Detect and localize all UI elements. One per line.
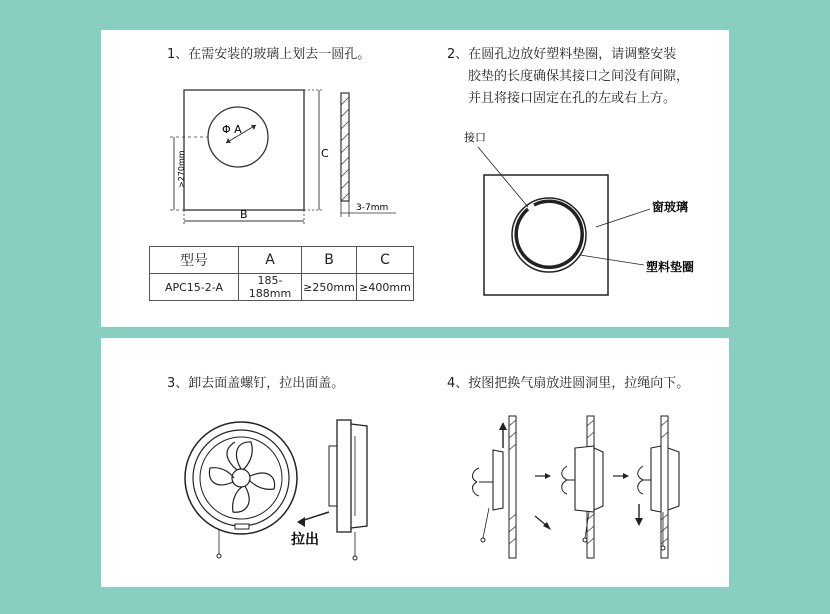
spec-table-header xyxy=(150,247,414,274)
header-a: A xyxy=(239,247,302,274)
glass-hole-diagram xyxy=(156,85,426,235)
remove-cover-diagram xyxy=(179,416,409,566)
dim-c-label: C xyxy=(321,147,329,160)
table-row xyxy=(150,274,414,301)
step-2-line-2: 胶垫的长度确保其接口之间没有间隙， xyxy=(468,69,690,84)
dim-270-label: >270mm xyxy=(177,150,186,188)
hole-diameter-label: Φ A xyxy=(222,123,242,136)
spec-table xyxy=(149,246,414,301)
step-2-line-3: 并且将接口固定在孔的左或右上方。 xyxy=(468,91,677,106)
cell-c: ≥400mm xyxy=(357,274,414,301)
bottom-panel xyxy=(101,338,729,587)
header-c: C xyxy=(357,247,414,274)
joint-label: 接口 xyxy=(464,131,486,144)
top-panel xyxy=(101,30,729,327)
step-4-text: 4、按图把换气扇放进圆洞里，拉绳向下。 xyxy=(447,376,690,391)
header-model: 型号 xyxy=(150,247,239,274)
step-3-text: 3、卸去面盖螺钉，拉出面盖。 xyxy=(167,376,345,391)
gasket-diagram xyxy=(456,125,706,300)
step-1-text: 1、在需安装的玻璃上划去一圆孔。 xyxy=(167,47,371,62)
dim-b-label: B xyxy=(240,208,248,221)
header-b: B xyxy=(302,247,357,274)
dim-thickness-label: 3-7mm xyxy=(356,203,389,213)
cell-model: APC15-2-A xyxy=(150,274,239,301)
cell-b: ≥250mm xyxy=(302,274,357,301)
install-fan-diagram xyxy=(463,408,699,568)
glass-label: 窗玻璃 xyxy=(652,200,689,214)
step-2-line-1: 2、在圆孔边放好塑料垫圈，请调整安装 xyxy=(447,47,677,62)
gasket-label: 塑料垫圈 xyxy=(646,260,695,274)
pull-out-label: 拉出 xyxy=(291,532,319,548)
cell-a: 185-188mm xyxy=(239,274,302,301)
